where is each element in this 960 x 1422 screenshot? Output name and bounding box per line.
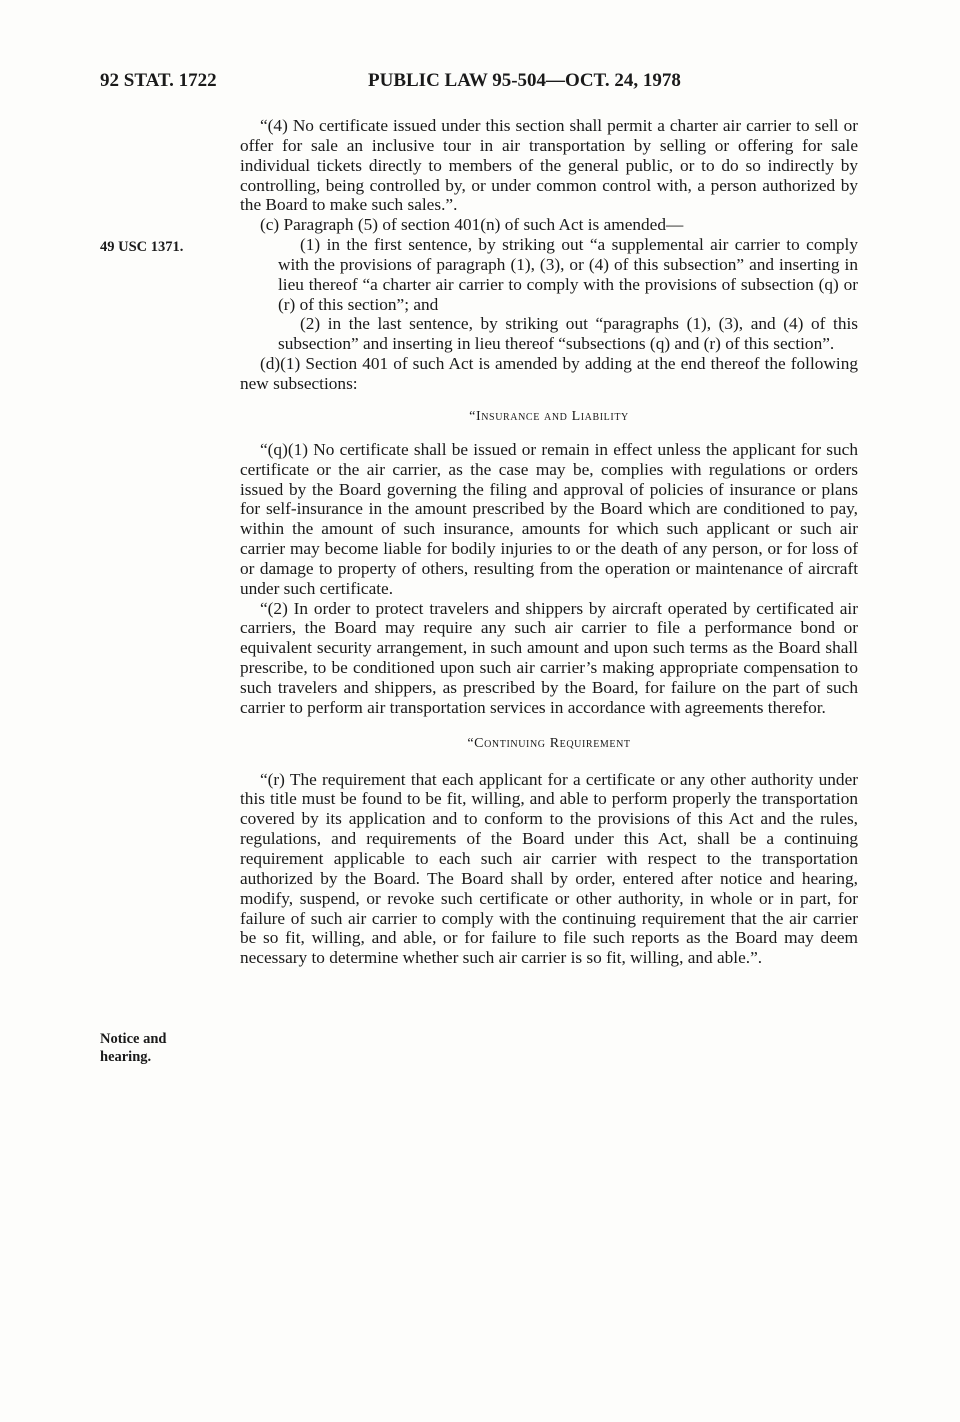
margin-note-usc: 49 USC 1371. <box>100 239 184 255</box>
stat-page-number: 92 STAT. 1722 <box>100 70 217 91</box>
paragraph-c: (c) Paragraph (5) of section 401(n) of such Act is amended— <box>260 215 684 235</box>
heading-insurance-liability: “Insurance and Liability <box>469 408 629 424</box>
page-header <box>0 70 960 94</box>
paragraph-c-2: (2) in the last sentence, by striking out “paragraphs (1), (3), and (4) of this subsection” and inserting in lieu thereof “subsections (q) and (r) of this section”. <box>278 314 858 354</box>
margin-note-line: Notice and <box>100 1031 167 1047</box>
margin-note-notice-hearing <box>100 1030 220 1066</box>
heading-continuing-requirement: “Continuing Requirement <box>467 735 631 751</box>
public-law-title: PUBLIC LAW 95-504—OCT. 24, 1978 <box>368 70 681 91</box>
paragraph-q-1: “(q)(1) No certificate shall be issued or remain in effect unless the applicant for such certificate or the air carrier, as the case may be, complies with regulations or orders issued by the Board governing the filing and approval of policies of insurance or plans for self-insurance in the amount prescribed by the Board which are conditioned to pay, within the amount of such insurance, amounts for which such applicant or such air carrier may become liable for bodily injuries to or the death of any person, or for loss of or damage to property of others, resulting from the operation or maintenance of aircraft under such certificate. <box>240 439 858 598</box>
paragraph-4: “(4) No certificate issued under this section shall permit a charter air carrier to sell or offer for sale an inclusive tour in air transportation by selling or offering for sale individual tickets directly to members of the general public, or to do so indirectly by controlling, being controlled by, or under common control with, a person authorized by the Board to make such sales.”. <box>240 116 858 215</box>
paragraph-d: (d)(1) Section 401 of such Act is amended by adding at the end thereof the following new subsections: <box>240 354 858 393</box>
paragraph-r: “(r) The requirement that each applicant for a certificate or any other authority under this title must be found to be fit, willing, and able to perform properly the transportation covered by its application and to conform to the provisions of this Act and the rules, regulations, and requirements of the Board under this Act, shall be a continuing requirement applicable to each such air carrier with respect to the transportation authorized by the Board. The Board shall by order, entered after notice and hearing, modify, suspend, or revoke such certificate or other authority, in whole or in part, for failure of such air carrier to comply with the continuing requirement that the air carrier be so fit, willing, and able, or for failure to file such reports as the Board may deem necessary to determine whether such air carrier is so fit, willing, and able.”. <box>240 769 858 968</box>
paragraph-q-2: “(2) In order to protect travelers and shippers by aircraft operated by certificated air carriers, the Board may require any such air carrier to file a performance bond or equivalent security arrangement, in such amount and upon such terms as the Board shall prescribe, to be conditioned upon such air carrier’s making appropriate compensation to such travelers and shippers, as prescribed by the Board, for failure on the part of such carrier to perform air transportation services in accordance with agreements therefor. <box>240 598 858 717</box>
margin-note-line: hearing. <box>100 1049 152 1065</box>
statute-body <box>240 116 858 968</box>
paragraph-c-1: (1) in the first sentence, by striking out “a supplemental air carrier to comply with the provisions of paragraph (1), (3), or (4) of this subsection” and inserting in lieu thereof “a charter air carrier to comply with the provisions of subsection (q) or (r) of this section”; and <box>278 235 858 314</box>
